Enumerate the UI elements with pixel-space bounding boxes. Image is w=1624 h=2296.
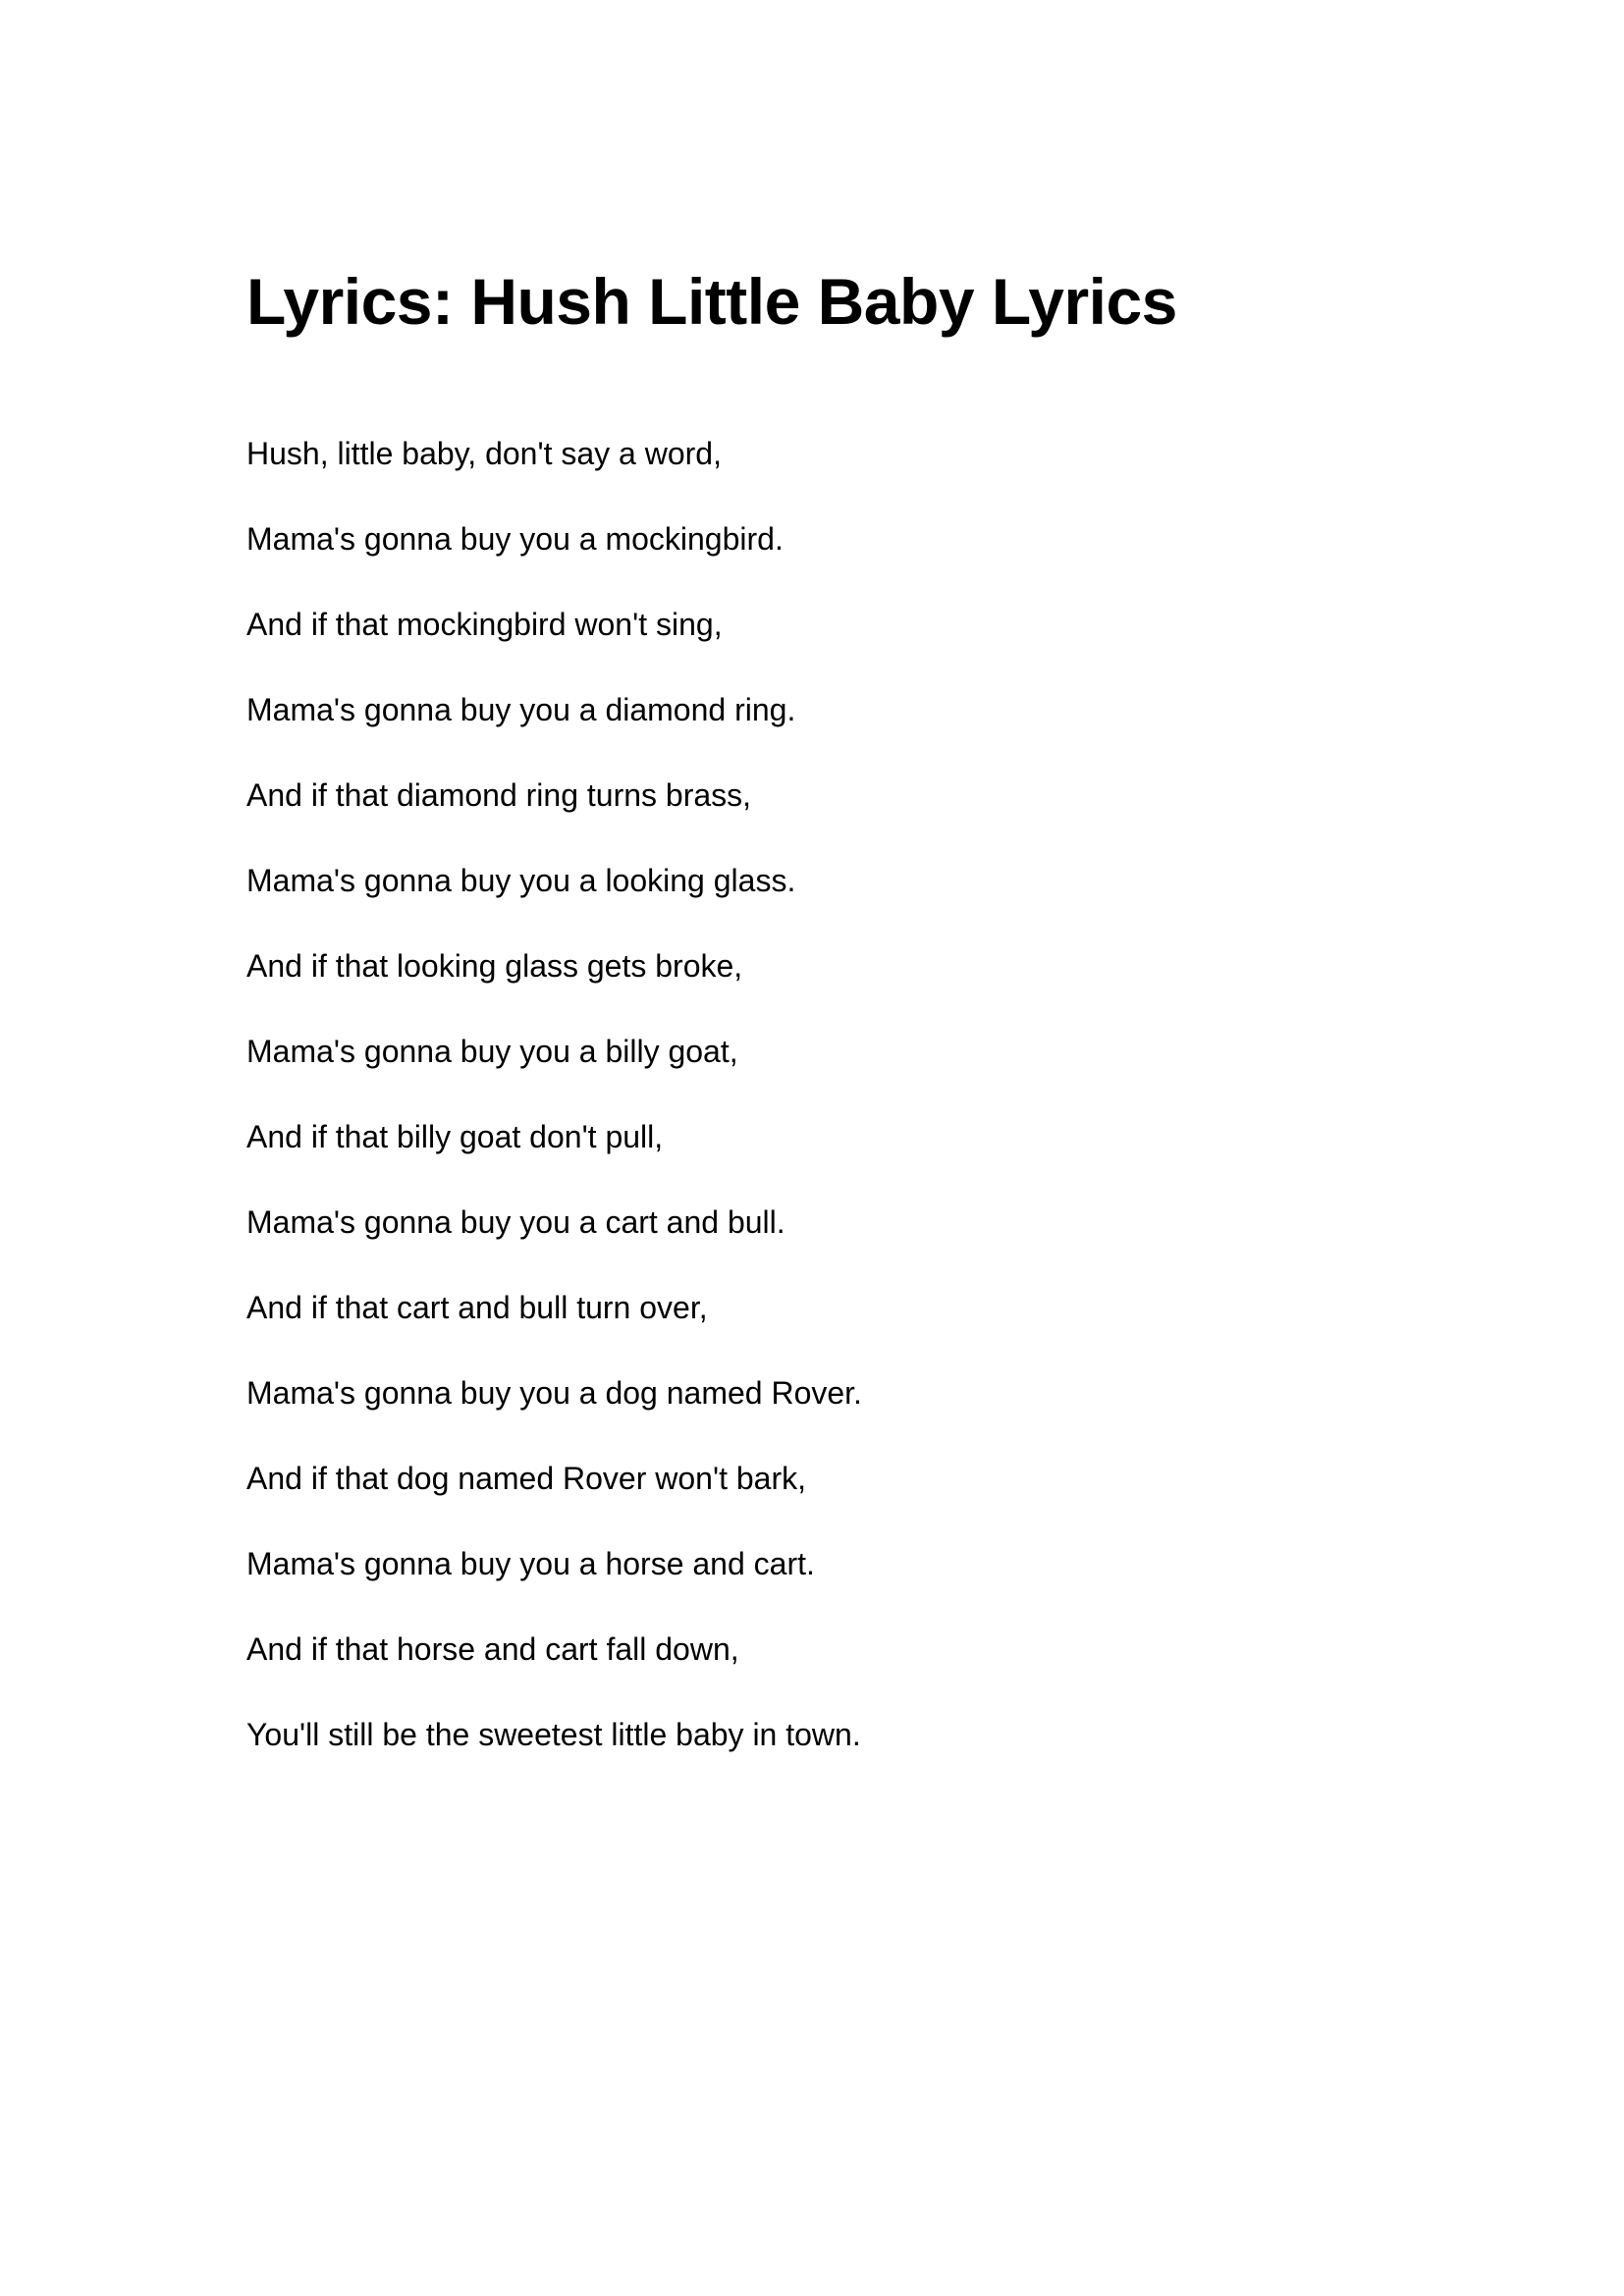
lyric-line: Mama's gonna buy you a cart and bull. xyxy=(246,1204,785,1240)
lyrics-list xyxy=(246,434,862,1800)
lyric-line: And if that diamond ring turns brass, xyxy=(246,777,752,813)
lyric-line: You'll still be the sweetest little baby in town. xyxy=(246,1717,861,1752)
lyric-line: Mama's gonna buy you a looking glass. xyxy=(246,863,796,898)
lyric-line: And if that looking glass gets broke, xyxy=(246,948,743,984)
lyric-line: Mama's gonna buy you a billy goat, xyxy=(246,1034,738,1069)
lyric-line: And if that dog named Rover won't bark, xyxy=(246,1461,806,1496)
lyric-line: Mama's gonna buy you a mockingbird. xyxy=(246,521,784,557)
lyric-line: Hush, little baby, don't say a word, xyxy=(246,436,722,471)
lyric-line: And if that billy goat don't pull, xyxy=(246,1119,664,1154)
lyric-line: And if that mockingbird won't sing, xyxy=(246,607,723,642)
page-title: Lyrics: Hush Little Baby Lyrics xyxy=(246,265,1177,338)
lyric-line: And if that cart and bull turn over, xyxy=(246,1290,708,1325)
lyric-line: Mama's gonna buy you a dog named Rover. xyxy=(246,1375,862,1411)
lyric-line: Mama's gonna buy you a diamond ring. xyxy=(246,692,796,727)
lyric-line: Mama's gonna buy you a horse and cart. xyxy=(246,1546,815,1581)
lyric-line: And if that horse and cart fall down, xyxy=(246,1631,739,1667)
